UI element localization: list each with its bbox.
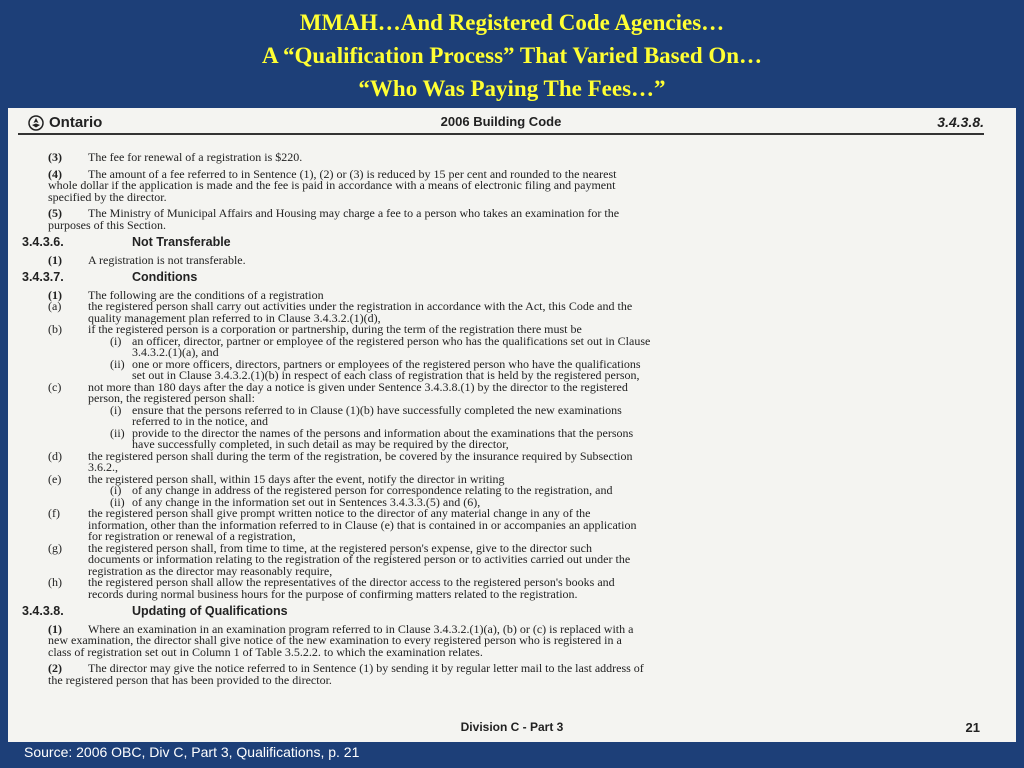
header-section-number: 3.4.3.8.: [937, 114, 984, 130]
header-rule: [18, 133, 984, 135]
clause-b: (b) if the registered person is a corporation or partnership, during the term of the registration there must be: [48, 322, 582, 336]
page-footer: Division C - Part 3: [460, 720, 564, 734]
header-title: 2006 Building Code: [440, 114, 562, 129]
clause-e: (e) the registered person shall, within 15 days after the event, notify the director in writing: [48, 471, 505, 486]
slide-title-line-1: MMAH…And Registered Code Agencies…: [299, 10, 725, 35]
document-body: (3) The fee for renewal of a registration is $220. (4) The amount of a fee referred to in Sentence (1), (2) or (3) is reduced by 15 per cent and rounded to the nearest whole dollar if the application is made and the fee is paid in accordance with a means of electronic filing and payment specified by the director. (5) The Ministry of Municipal Affairs and Housing may charge a fee to a person who takes an examination for the purposes of this Section. 3.4.3.6. Not Transferable (1) A registration is not transferable. 3.4.3.7. Conditions (1) The following are the conditions of a registration (a) the registered person shall carry out activities under the registration in accordance with the Act, this Code and the quality management plan referred to in Clause 3.4.3.2.(1)(d), (b) if the registered person is a corporation or partnership, during the term of the registration there must be (i) an officer, director, partner or employee of the registered person who has the qualifications set out in Clause 3.4.3.2.(1)(a), and (ii) one or more officers, directors, partners or employees of the registered person who have the qualifications set out in Clause 3.4.3.2.(1)(b) in respect of each class of registration that is held by the registered person, (c) not more than 180 days after the day a notice is given under Sentence 3.4.3.8.(1) by the director to the registered person, the registered person shall: (i) ensure that the persons referred to in Clause (1)(b) have successfully completed the new examinations referred to in the notice, and (ii) provide to the director the names of the persons and information about the examinations that the persons have successfully completed, in such detail as may be required by the director, (d) the registered person shall during the term of the registration, be covered by the insurance required by Subsection 3.6.2., (e) the registered person shall, within 15 days after the event, notify the director in writing (i) of any change in address of the registered person for correspondence relating to the registration, and (ii) of any change in the information set out in Sentences 3.4.3.3.(5) and (6), (f) the registered person shall give prompt written notice to the director of any material change in any of the information, other than the information referred to in Clause (e) that is contained in or accompanies an application for registration or renewal of a registration, (g) the registered person shall, from time to time, at the registered person's expense, give to the director such documents or information relating to the registration of the registered person or to activities carried out under the registration as the director may reasonably require, (h) the registered person shall allow the representatives of the director access to the registered person's books and records during normal business hours for the purpose of confirming matters related to the registration. 3.4.3.8. Updating of Qualifications (1) Where an examination in an examination program referred to in Clause 3.4.3.2.(1)(a), (b) or (c) is replaced with a new examination, the director shall give notice of the new examination to every registered person who is registered in a class of registration set out in Column 1 of Table 3.5.2.2. to which the examination relates. (2) The director may give the notice referred to in Sentence (1) by sending it by regular letter mail to the last address of the registered person that has been provided to the director.: [22, 152, 992, 691]
section-heading-3438: 3.4.3.8. Updating of Qualifications: [22, 604, 288, 618]
section-heading-3437: 3.4.3.7. Conditions: [22, 270, 198, 284]
clause-g: (g) the registered person shall, from time to time, at the registered person's expense, give to the director such: [48, 540, 593, 555]
source-citation: Source: 2006 OBC, Div C, Part 3, Qualifications, p. 21: [24, 744, 360, 760]
article-3436-1: (1) A registration is not transferable.: [48, 252, 246, 267]
logo-text: Ontario: [49, 114, 103, 131]
conditions-intro: (1) The following are the conditions of a registration: [48, 287, 324, 302]
section-heading-3436: 3.4.3.6. Not Transferable: [22, 235, 231, 249]
sentence-5: (5) The Ministry of Municipal Affairs and Housing may charge a fee to a person who takes an examination for the: [48, 206, 620, 220]
sentence-4: (4) The amount of a fee referred to in Sentence (1), (2) or (3) is reduced by 15 per cent and rounded to the nearest: [48, 166, 617, 181]
slide-title-line-3: “Who Was Paying The Fees…”: [358, 76, 666, 101]
clause-h: (h) the registered person shall allow the representatives of the director access to the registered person's books and: [48, 575, 615, 589]
page-number: 21: [965, 720, 980, 735]
page-header: [18, 112, 984, 132]
article-3438-2: (2) The director may give the notice referred to in Sentence (1) by sending it by regular letter mail to the last address of: [48, 661, 644, 675]
scanned-page: [8, 108, 1016, 742]
article-3438-1: (1) Where an examination in an examination program referred to in Clause 3.4.3.2.(1)(a), (b) or (c) is replaced with a: [48, 621, 634, 636]
clause-c: (c) not more than 180 days after the day a notice is given under Sentence 3.4.3.8.(1) by the director to the registered: [48, 379, 628, 394]
slide-title: [0, 6, 1024, 105]
slide-title-line-2: A “Qualification Process” That Varied Based On…: [261, 43, 763, 68]
sentence-3: (3) The fee for renewal of a registration is $220.: [48, 150, 303, 164]
clause-a: (a) the registered person shall carry out activities under the registration in accordance with the Act, this Code and the: [48, 299, 633, 313]
clause-d: (d) the registered person shall during the term of the registration, be covered by the insurance required by Subsection: [48, 448, 633, 463]
clause-f: (f) the registered person shall give prompt written notice to the director of any material change in any of the: [48, 506, 591, 520]
